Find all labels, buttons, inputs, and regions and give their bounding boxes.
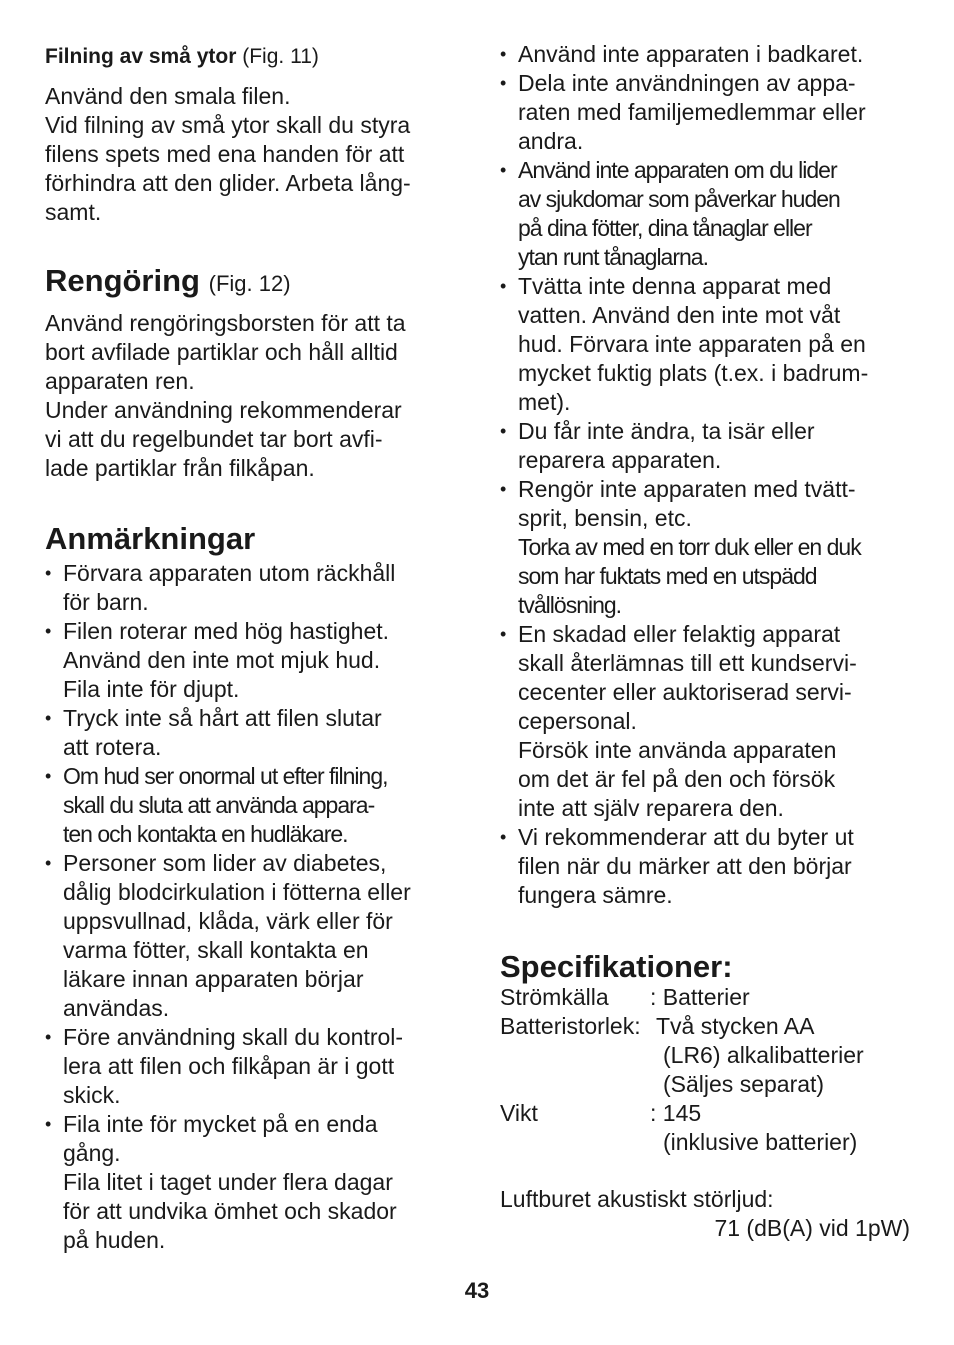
cleaning-heading-fig: (Fig. 12)	[208, 271, 291, 296]
text-line: • Personer som lider av diabetes,	[63, 850, 387, 876]
text-line: reparera apparaten.	[518, 447, 722, 473]
text-line: • Dela inte användningen av appa-	[518, 70, 856, 96]
specs-table	[500, 983, 920, 1243]
text-line: sprit, bensin, etc.	[518, 505, 692, 531]
filing-heading-title: Filning av små ytor	[45, 45, 237, 68]
text-line: • Vi rekommenderar att du byter ut	[518, 824, 854, 850]
text-line: apparaten ren.	[45, 368, 195, 394]
text-line: mycket fuktig plats (t.ex. i badrum-	[518, 360, 869, 386]
list-item	[500, 823, 920, 910]
text-line: förhindra att den glider. Arbeta lång-	[45, 170, 411, 196]
specs-section	[500, 949, 920, 1243]
text-line: att rotera.	[63, 734, 162, 760]
text-line: • Använd inte apparaten i badkaret.	[518, 41, 864, 67]
filing-section	[45, 42, 465, 227]
text-line: cecenter eller auktoriserad servi-	[518, 679, 852, 705]
text-line: • Använd inte apparaten om du lider	[518, 157, 837, 183]
text-line: • Om hud ser onormal ut efter filning,	[63, 763, 388, 789]
filing-heading	[45, 42, 465, 71]
text-line: för att undvika ömhet och skador	[63, 1198, 397, 1224]
list-item	[500, 272, 920, 417]
list-item	[500, 620, 920, 823]
text-line: skick.	[63, 1082, 121, 1108]
text-line: • Tryck inte så hårt att filen slutar	[63, 705, 382, 731]
list-item	[45, 1110, 465, 1255]
notes-section	[45, 521, 465, 1255]
spec-row-power	[500, 983, 920, 1012]
spec-value-continued: (inklusive batterier)	[663, 1129, 858, 1155]
spec-label: Batteristorlek:	[500, 1013, 641, 1039]
filing-heading-fig: (Fig. 11)	[242, 45, 319, 68]
text-line: skall återlämnas till ett kundservi-	[518, 650, 857, 676]
text-line: cepersonal.	[518, 708, 637, 734]
list-item	[500, 69, 920, 156]
text-line: som har fuktats med en utspädd	[518, 563, 817, 589]
list-item	[500, 417, 920, 475]
text-line: om det är fel på den och försök	[518, 766, 836, 792]
list-item	[500, 156, 920, 272]
text-line: läkare innan apparaten börjar	[63, 966, 364, 992]
filing-text	[45, 82, 465, 227]
right-column	[500, 40, 920, 1243]
text-line: på huden.	[63, 1227, 166, 1253]
spec-row-weight	[500, 1099, 920, 1128]
text-line: Använd rengöringsborsten för att ta	[45, 310, 406, 336]
text-line: lade partiklar från filkåpan.	[45, 455, 315, 481]
text-line: Vid filning av små ytor skall du styra	[45, 112, 411, 138]
notes-heading: Anmärkningar	[45, 521, 256, 556]
notes-list	[45, 559, 465, 1255]
left-column	[45, 40, 465, 1255]
list-item	[45, 704, 465, 762]
text-line: Fila litet i taget under flera dagar	[63, 1169, 393, 1195]
text-line: fungera sämre.	[518, 882, 673, 908]
spec-label: Vikt	[500, 1100, 538, 1126]
text-line: • Före användning skall du kontrol-	[63, 1024, 404, 1050]
text-line: för barn.	[63, 589, 149, 615]
text-line: • Förvara apparaten utom räckhåll	[63, 560, 396, 586]
text-line: raten med familjemedlemmar eller	[518, 99, 866, 125]
spec-value-continued: (Säljes separat)	[663, 1071, 825, 1097]
text-line: • En skadad eller felaktig apparat	[518, 621, 841, 647]
text-line: på dina fötter, dina tånaglar eller	[518, 215, 812, 241]
text-line: användas.	[63, 995, 170, 1021]
text-line: tvållösning.	[518, 592, 622, 618]
text-line: Fila inte för djupt.	[63, 676, 240, 702]
text-line: filens spets med ena handen för att	[45, 141, 405, 167]
text-line: • Rengör inte apparaten med tvätt-	[518, 476, 856, 502]
spec-label-noise: Luftburet akustiskt störljud:	[500, 1186, 774, 1212]
spec-value: Två stycken AA	[650, 1013, 815, 1039]
text-line: av sjukdomar som påverkar huden	[518, 186, 840, 212]
text-line: • Fila inte för mycket på en enda	[63, 1111, 378, 1137]
list-item	[500, 40, 920, 69]
cleaning-heading	[45, 263, 465, 302]
list-item	[45, 1023, 465, 1110]
text-line: ytan runt tånaglarna.	[518, 244, 708, 270]
list-item	[500, 475, 920, 620]
text-line: Torka av med en torr duk eller en duk	[518, 534, 861, 560]
text-line: filen när du märker att den börjar	[518, 853, 852, 879]
text-line: Använd den smala filen.	[45, 83, 291, 109]
text-line: skall du sluta att använda appara-	[63, 792, 375, 818]
cleaning-section	[45, 263, 465, 483]
list-item	[45, 849, 465, 1023]
text-line: vi att du regelbundet tar bort avfi-	[45, 426, 383, 452]
text-line: ten och kontakta en hudläkare.	[63, 821, 348, 847]
text-line: Använd den inte mot mjuk hud.	[63, 647, 381, 673]
text-line: inte att själv reparera den.	[518, 795, 784, 821]
text-line: Försök inte använda apparaten	[518, 737, 837, 763]
warnings-list	[500, 40, 920, 910]
spec-value-continued: (LR6) alkalibatterier	[663, 1042, 864, 1068]
spec-label: Strömkälla	[500, 984, 609, 1010]
spec-value: : 145	[650, 1100, 702, 1126]
text-line: dålig blodcirkulation i fötterna eller	[63, 879, 411, 905]
spec-row-battery	[500, 1012, 920, 1041]
cleaning-heading-title: Rengöring	[45, 263, 200, 298]
text-line: Under användning rekommenderar	[45, 397, 402, 423]
page-number: 43	[464, 1278, 490, 1303]
text-line: bort avfilade partiklar och håll alltid	[45, 339, 398, 365]
list-item	[45, 617, 465, 704]
text-line: lera att filen och filkåpan är i gott	[63, 1053, 395, 1079]
spec-value: : Batterier	[650, 984, 750, 1010]
text-line: gång.	[63, 1140, 121, 1166]
cleaning-text	[45, 309, 465, 483]
text-line: hud. Förvara inte apparaten på en	[518, 331, 866, 357]
text-line: vatten. Använd den inte mot våt	[518, 302, 841, 328]
text-line: • Tvätta inte denna apparat med	[518, 273, 832, 299]
list-item	[45, 559, 465, 617]
text-line: uppsvullnad, klåda, värk eller för	[63, 908, 393, 934]
specs-heading: Specifikationer:	[500, 949, 733, 984]
text-line: varma fötter, skall kontakta en	[63, 937, 369, 963]
text-line: met).	[518, 389, 571, 415]
text-line: samt.	[45, 199, 102, 225]
list-item	[45, 762, 465, 849]
text-line: • Filen roterar med hög hastighet.	[63, 618, 390, 644]
text-line: • Du får inte ändra, ta isär eller	[518, 418, 815, 444]
spec-value-noise: 71 (dB(A) vid 1pW)	[714, 1215, 910, 1241]
text-line: andra.	[518, 128, 584, 154]
